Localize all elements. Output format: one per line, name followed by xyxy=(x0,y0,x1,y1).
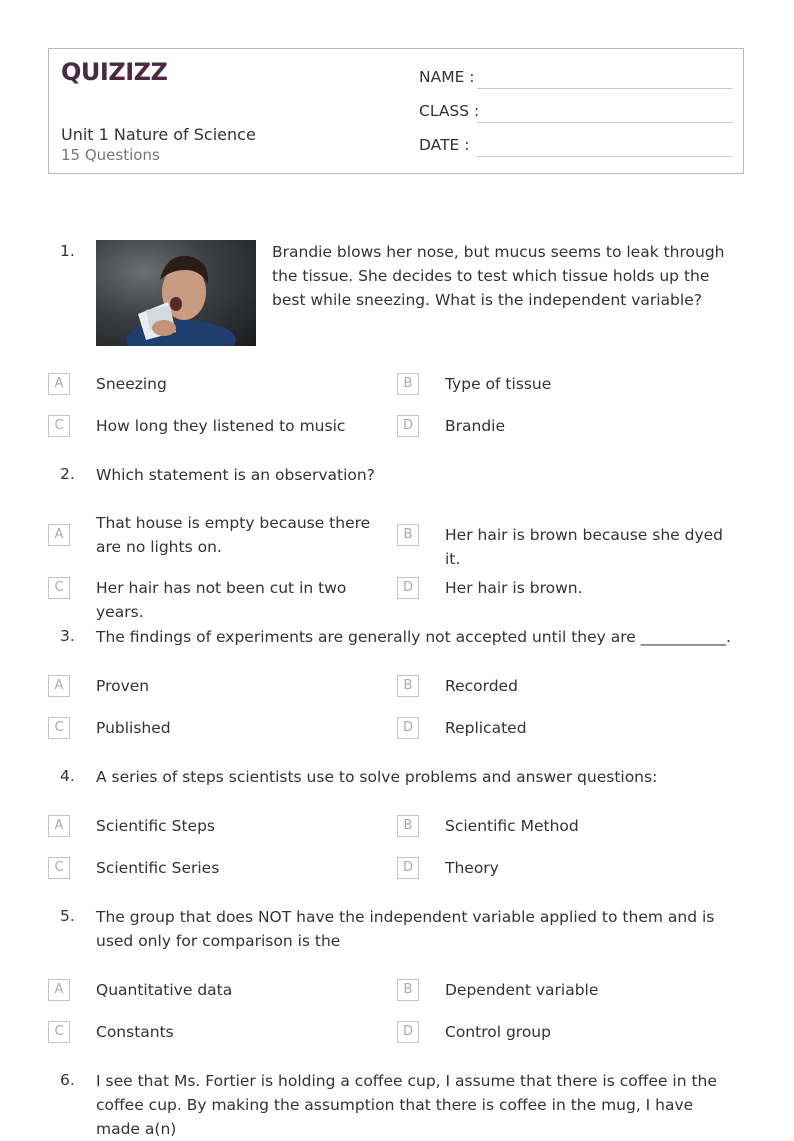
option-box[interactable]: B xyxy=(397,815,419,837)
option-box[interactable]: A xyxy=(48,675,70,697)
name-line xyxy=(477,88,733,89)
option-text: Sneezing xyxy=(96,375,167,393)
option-text: Scientific Steps xyxy=(96,817,215,835)
option-text: Type of tissue xyxy=(445,375,552,393)
quizizz-logo: QUIZIZZ xyxy=(61,58,168,86)
option-box[interactable]: C xyxy=(48,1021,70,1043)
class-line xyxy=(477,122,733,123)
option-text: Dependent variable xyxy=(445,981,599,999)
option-text: Her hair is brown. xyxy=(445,579,583,597)
option-box[interactable]: A xyxy=(48,979,70,1001)
name-field xyxy=(419,68,733,92)
option-box[interactable]: C xyxy=(48,857,70,879)
question-text: A series of steps scientists use to solve problems and answer questions: xyxy=(96,768,658,786)
option-text: That house is empty because there are no lights on. xyxy=(96,514,371,556)
option-text: Scientific Series xyxy=(96,859,220,877)
question-text: Brandie blows her nose, but mucus seems to leak through the tissue. She decides to test which tissue holds up the best while sneezing. What is the independent variable? xyxy=(272,243,725,309)
option-box[interactable]: D xyxy=(397,415,419,437)
option-box[interactable]: B xyxy=(397,373,419,395)
class-field xyxy=(419,102,733,126)
option-box[interactable]: D xyxy=(397,717,419,739)
option-box[interactable]: C xyxy=(48,415,70,437)
option-text: Recorded xyxy=(445,677,518,695)
option-box[interactable]: D xyxy=(397,577,419,599)
sneezing-man-illustration xyxy=(96,240,256,346)
option-text: Control group xyxy=(445,1023,551,1041)
option-box[interactable]: A xyxy=(48,524,70,546)
name-label: NAME : xyxy=(419,68,475,86)
date-line xyxy=(477,156,733,157)
option-text: Published xyxy=(96,719,171,737)
worksheet-title: Unit 1 Nature of Science xyxy=(61,125,256,144)
option-box[interactable]: B xyxy=(397,675,419,697)
question-image xyxy=(96,240,256,346)
option-text: Her hair is brown because she dyed it. xyxy=(445,526,724,568)
option-box[interactable]: B xyxy=(397,524,419,546)
question-number: 3. xyxy=(60,627,75,645)
option-text: Her hair has not been cut in two years. xyxy=(96,579,347,621)
question-count: 15 Questions xyxy=(61,146,160,164)
question-text: Which statement is an observation? xyxy=(96,466,375,484)
question-number: 1. xyxy=(60,242,75,260)
option-box[interactable]: B xyxy=(397,979,419,1001)
option-text: Quantitative data xyxy=(96,981,233,999)
option-text: Theory xyxy=(445,859,499,877)
option-text: Replicated xyxy=(445,719,527,737)
option-text: Proven xyxy=(96,677,150,695)
option-box[interactable]: C xyxy=(48,717,70,739)
option-box[interactable]: C xyxy=(48,577,70,599)
option-text: Brandie xyxy=(445,417,506,435)
date-field xyxy=(419,136,733,160)
option-box[interactable]: D xyxy=(397,1021,419,1043)
class-label: CLASS : xyxy=(419,102,480,120)
option-box[interactable]: A xyxy=(48,373,70,395)
question-text: The group that does NOT have the independent variable applied to them and is used only for comparison is the xyxy=(96,908,715,950)
option-text: How long they listened to music xyxy=(96,417,346,435)
option-text: Constants xyxy=(96,1023,174,1041)
question-number: 2. xyxy=(60,465,75,483)
question-text: The findings of experiments are generally not accepted until they are ___________. xyxy=(96,628,731,646)
option-text: Scientific Method xyxy=(445,817,579,835)
question-number: 4. xyxy=(60,767,75,785)
option-box[interactable]: A xyxy=(48,815,70,837)
question-number: 5. xyxy=(60,907,75,925)
worksheet-header xyxy=(48,48,744,174)
question-number: 6. xyxy=(60,1071,75,1089)
date-label: DATE : xyxy=(419,136,470,154)
option-box[interactable]: D xyxy=(397,857,419,879)
question-text: I see that Ms. Fortier is holding a coffee cup, I assume that there is coffee in the coffee cup. By making the assumption that there is coffee in the mug, I have made a(n) xyxy=(96,1072,717,1138)
